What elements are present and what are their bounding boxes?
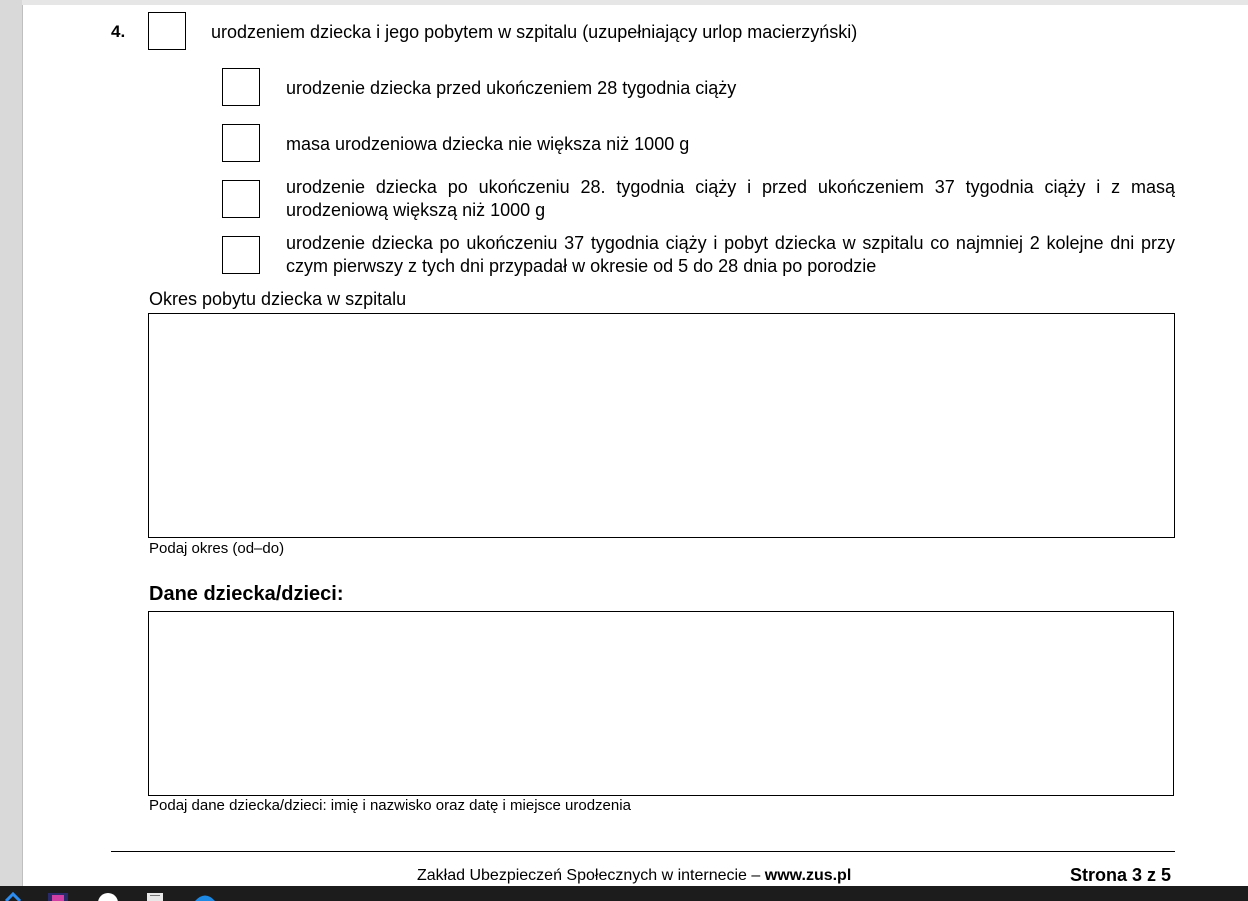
- option-3-label: urodzenie dziecka po ukończeniu 28. tygodnia ciąży i przed ukończeniem 37 tygodnia ciąży i z masą urodzeniową większą niż 1000 g: [286, 177, 1175, 220]
- child-data-field[interactable]: [148, 611, 1174, 796]
- taskbar: [0, 886, 1248, 901]
- option-2-checkbox[interactable]: [222, 124, 260, 162]
- item4-checkbox[interactable]: [148, 12, 186, 50]
- option-1-label: urodzenie dziecka przed ukończeniem 28 tygodnia ciąży: [286, 78, 737, 98]
- footer-link[interactable]: www.zus.pl: [764, 867, 852, 884]
- child-data-heading: Dane dziecka/dzieci:: [149, 583, 344, 605]
- footer-divider: [111, 851, 1175, 852]
- option-1-checkbox[interactable]: [222, 68, 260, 106]
- child-data-hint: Podaj dane dziecka/dzieci: imię i nazwisko oraz datę i miejsce urodzenia: [149, 797, 631, 814]
- edge-icon[interactable]: [193, 892, 217, 901]
- option-2-label: masa urodzeniowa dziecka nie większa niż 1000 g: [286, 134, 690, 154]
- option-4-label: urodzenie dziecka po ukończeniu 37 tygodnia ciąży i pobyt dziecka w szpitalu co najmniej 2 kolejne dni przy czym pierwszy z tych dni przypadał w okresie od 5 do 28 dnia po porodzie: [286, 233, 1175, 276]
- footer-prefix: Zakład Ubezpieczeń Społecznych w internecie –: [417, 867, 765, 884]
- hospital-stay-field[interactable]: [148, 313, 1175, 538]
- notepad-icon[interactable]: [145, 892, 167, 901]
- vscode-icon[interactable]: [4, 892, 22, 901]
- item-number: 4.: [111, 22, 126, 41]
- item4-label: urodzeniem dziecka i jego pobytem w szpitalu (uzupełniający urlop macierzyński): [211, 22, 858, 42]
- app-icon[interactable]: [48, 892, 68, 901]
- chrome-icon[interactable]: [97, 892, 119, 901]
- footer-text: [417, 867, 851, 885]
- page-number: Strona 3 z 5: [1070, 865, 1172, 885]
- document-page: [23, 5, 1248, 886]
- option-4-checkbox[interactable]: [222, 236, 260, 274]
- hospital-stay-label: Okres pobytu dziecka w szpitalu: [149, 289, 407, 309]
- viewer-left-panel: [0, 0, 23, 886]
- option-3-checkbox[interactable]: [222, 180, 260, 218]
- hospital-stay-hint: Podaj okres (od–do): [149, 540, 285, 557]
